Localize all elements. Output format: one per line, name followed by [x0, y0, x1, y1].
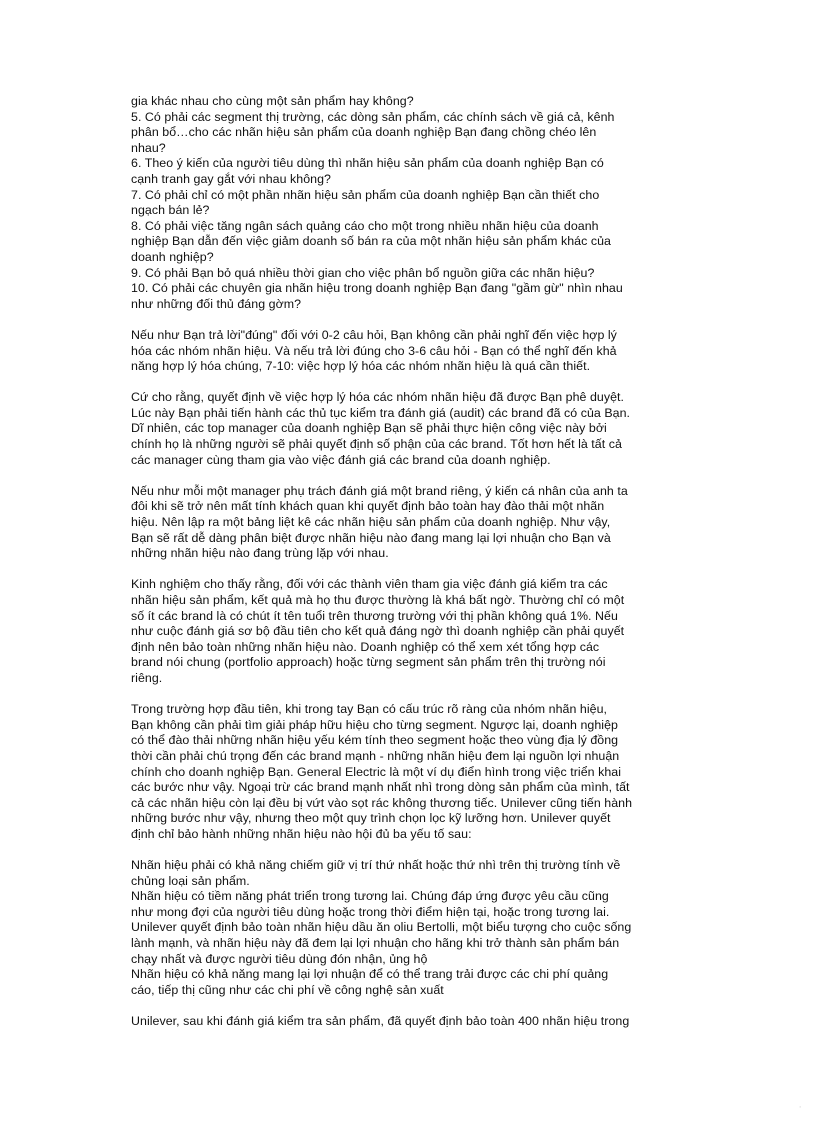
text-line: Bạn sẽ rất dễ dàng phân biệt được nhãn hiệu nào đang mang lại lợi nhuận cho Bạn và: [131, 530, 611, 545]
text-line: như những đối thủ đáng gờm?: [131, 296, 302, 311]
text-line: phân bổ…cho các nhãn hiệu sản phẩm của doanh nghiệp Bạn đang chồng chéo lên: [131, 125, 597, 140]
text-line: Unilever quyết định bảo toàn nhãn hiệu dầu ăn oliu Bertolli, một biểu tượng cho cuộc sống: [131, 920, 632, 935]
paragraph-gap: [131, 687, 683, 703]
page-corner-mark: ·: [798, 1101, 802, 1113]
text-line: các manager cùng tham gia vào việc đánh giá các brand của doanh nghiệp.: [131, 452, 551, 467]
text-line: Nếu như mỗi một manager phụ trách đánh giá một brand riêng, ý kiến cá nhân của anh ta: [131, 483, 628, 498]
text-line: định nên bảo toàn những nhãn hiệu nào. Doanh nghiệp có thể xem xét tổng hợp các: [131, 639, 600, 654]
text-line: hóa các nhóm nhãn hiệu. Và nếu trả lời đúng cho 3-6 câu hỏi - Bạn có thể nghĩ đến khả: [131, 343, 617, 358]
text-line: ngạch bán lẻ?: [131, 203, 210, 218]
text-line: chạy nhất và được người tiêu dùng đón nhận, ủng hộ: [131, 951, 428, 966]
text-line: 7. Có phải chỉ có một phần nhãn hiệu sản phẩm của doanh nghiệp Bạn cần thiết cho: [131, 187, 600, 202]
text-line: 5. Có phải các segment thị trường, các dòng sản phẩm, các chính sách về giá cả, kênh: [131, 109, 615, 124]
text-line: Trong trường hợp đầu tiên, khi trong tay Bạn có cấu trúc rõ ràng của nhóm nhãn hiệu,: [131, 702, 607, 717]
text-line: cả các nhãn hiệu còn lại đều bị vứt vào sọt rác không thương tiếc. Unilever cũng tiến hành: [131, 795, 633, 810]
text-line: những nhãn hiệu nào đang trùng lặp với nhau.: [131, 546, 389, 561]
text-line: định chỉ bảo hành những nhãn hiệu nào hội đủ ba yếu tố sau:: [131, 826, 472, 841]
text-line: 10. Có phải các chuyên gia nhãn hiệu trong doanh nghiệp Bạn đang "gầm gừ" nhìn nhau: [131, 281, 623, 296]
text-line: hiệu. Nên lập ra một bảng liệt kê các nhãn hiệu sản phẩm của doanh nghiệp. Như vậy,: [131, 515, 611, 530]
text-line: 8. Có phải việc tăng ngân sách quảng cáo cho một trong nhiều nhãn hiệu của doanh: [131, 218, 599, 233]
document-body: [131, 94, 683, 1030]
text-line: Nhãn hiệu có tiềm năng phát triển trong tương lai. Chúng đáp ứng được yêu cầu cũng: [131, 889, 609, 904]
text-line: riêng.: [131, 670, 163, 685]
text-line: Nhãn hiệu phải có khả năng chiếm giữ vị trí thứ nhất hoặc thứ nhì trên thị trường tính về: [131, 858, 621, 873]
text-line: nhãn hiệu sản phẩm, kết quả mà họ thu được thường là khá bất ngờ. Thường chỉ có một: [131, 593, 625, 607]
text-line: cáo, tiếp thị cũng như các chi phí về công nghệ sản xuất: [131, 982, 444, 997]
text-line: như cuộc đánh giá sơ bộ đầu tiên cho kết quả đáng ngờ thì doanh nghiệp cần phải quyết: [131, 624, 625, 639]
text-line: thời cần phải chú trọng đến các brand mạnh - những nhãn hiệu đem lại nguồn lợi nhuận: [131, 748, 620, 763]
text-line: 6. Theo ý kiến của người tiêu dùng thì nhãn hiệu sản phẩm của doanh nghiệp Bạn có: [131, 156, 604, 171]
text-line: Nếu như Bạn trả lời"đúng" đối với 0-2 câu hỏi, Bạn không cần phải nghĩ đến việc hợp lý: [131, 327, 617, 342]
text-line: đôi khi sẽ trở nên mất tính khách quan khi quyết định bảo toàn hay đào thải một nhãn: [131, 499, 605, 514]
text-line: cạnh tranh gay gắt với nhau không?: [131, 171, 331, 186]
text-line: chính cho doanh nghiệp Bạn. General Electric là một ví dụ điển hình trong việc triển khai: [131, 764, 622, 779]
text-line: doanh nghiệp?: [131, 249, 214, 264]
paragraph-gap: [131, 843, 683, 859]
text-line: 9. Có phải Bạn bỏ quá nhiều thời gian cho việc phân bổ nguồn giữa các nhãn hiệu?: [131, 265, 595, 280]
text-line: brand nói chung (portfolio approach) hoặc từng segment sản phẩm trên thị trường nói: [131, 655, 606, 670]
text-line: lành mạnh, và nhãn hiệu này đã đem lại lợi nhuận cho hãng khi trở thành sản phẩm bán: [131, 936, 620, 951]
text-line: chủng loại sản phẩm.: [131, 873, 250, 888]
paragraph-gap: [131, 312, 683, 328]
text-line: như mong đợi của người tiêu dùng hoặc trong thời điểm hiện tại, hoặc trong tương lai.: [131, 904, 610, 919]
text-line: các bước như vậy. Ngoại trừ các brand mạnh nhất nhì trong dòng sản phẩm của mình, tất: [131, 780, 630, 795]
paragraph-gap: [131, 562, 683, 578]
text-line: nghiệp Bạn dẫn đến việc giảm doanh số bán ra của một nhãn hiệu sản phẩm khác của: [131, 234, 611, 249]
text-line: có thể đào thải những nhãn hiệu yếu kém tính theo segment hoặc theo vùng địa lý đồng: [131, 733, 619, 748]
text-line: Kinh nghiệm cho thấy rằng, đối với các thành viên tham gia việc đánh giá kiểm tra các: [131, 577, 608, 592]
text-line: nhau?: [131, 140, 166, 155]
text-line: gia khác nhau cho cùng một sản phẩm hay không?: [131, 94, 414, 108]
text-line: Unilever, sau khi đánh giá kiểm tra sản phẩm, đã quyết định bảo toàn 400 nhãn hiệu trong: [131, 1014, 630, 1029]
text-line: Cứ cho rằng, quyết định về việc hợp lý hóa các nhóm nhãn hiệu đã được Bạn phê duyệt.: [131, 390, 625, 405]
text-line: Dĩ nhiên, các top manager của doanh nghiệp Bạn sẽ phải thực hiện công việc này bởi: [131, 421, 607, 436]
text-line: số ít các brand là có chút ít tên tuổi trên thương trường với thị phần không quá 1%. Nếu: [131, 608, 618, 623]
text-line: năng hợp lý hóa chúng, 7-10: việc hợp lý hóa các nhóm nhãn hiệu là quá cần thiết.: [131, 359, 591, 374]
text-line: những bước như vậy, nhưng theo một quy trình chọn lọc kỹ lưỡng hơn. Unilever quyết: [131, 811, 611, 826]
text-line: Lúc này Bạn phải tiến hành các thủ tục kiểm tra đánh giá (audit) các brand đã có của Bạn.: [131, 405, 631, 420]
text-line: Bạn không cần phải tìm giải pháp hữu hiệu cho từng segment. Ngược lại, doanh nghiệp: [131, 717, 618, 732]
paragraph-gap: [131, 375, 683, 391]
text-line: Nhãn hiệu có khả năng mang lại lợi nhuận để có thể trang trải được các chi phí quảng: [131, 967, 609, 982]
paragraph-gap: [131, 998, 683, 1014]
text-line: chính họ là những người sẽ phải quyết định số phận của các brand. Tốt hơn hết là tất cả: [131, 437, 622, 452]
paragraph-gap: [131, 468, 683, 484]
